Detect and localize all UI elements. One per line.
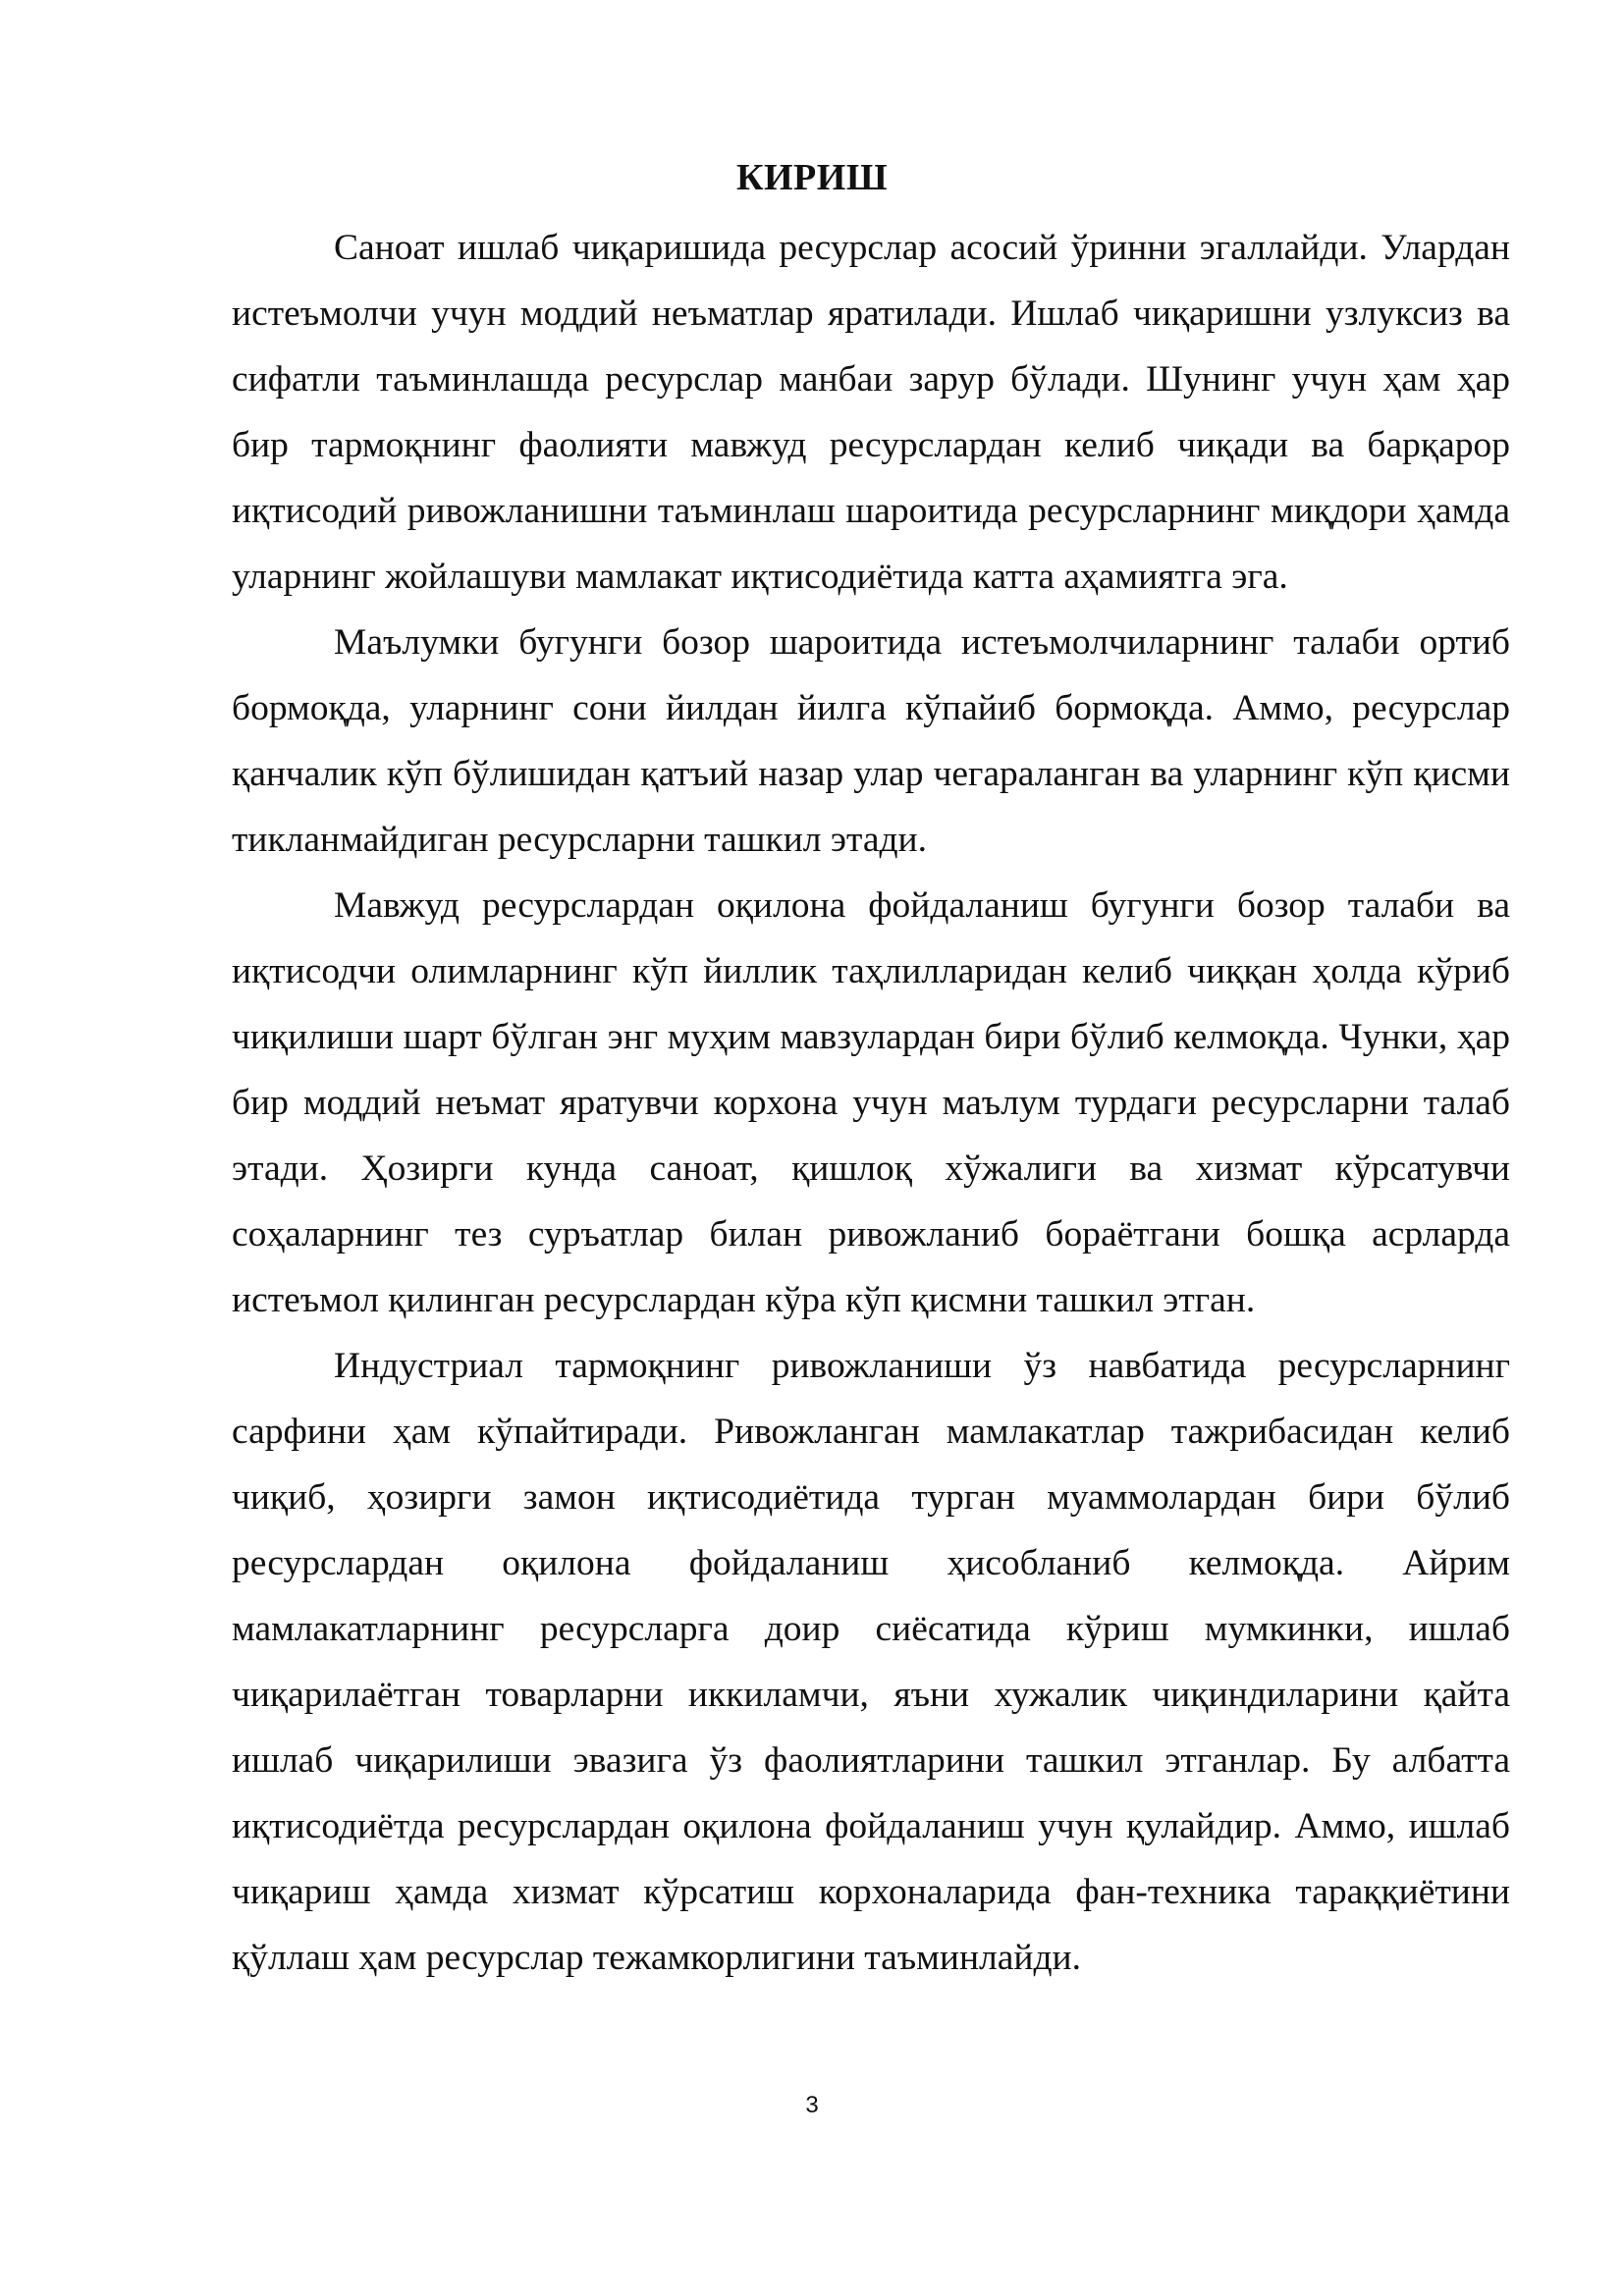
- paragraph-1: Саноат ишлаб чиқаришида ресурслар асосий ўринни эгаллайди. Улардан истеъмолчи учун моддий неъматлар яратилади. Ишлаб чиқаришни узлуксиз ва сифатли таъминлашда ресурслар манбаи зарур бўлади. Шунинг учун ҳам ҳар бир тармоқнинг фаолияти мавжуд ресурслардан келиб чиқади ва барқарор иқтисодий ривожланишни таъминлаш шароитида ресурсларнинг миқдори ҳамда уларнинг жойлашуви мамлакат иқтисодиётида катта аҳамиятга эга.: [232, 228, 1510, 597]
- paragraph-4: Индустриал тармоқнинг ривожланиши ўз навбатида ресурсларнинг сарфини ҳам кўпайтиради. Ривожланган мамлакатлар тажрибасидан келиб чиқиб, ҳозирги замон иқтисодиётида турган муаммолардан бири бўлиб ресурслардан оқилона фойдаланиш ҳисобланиб келмоқда. Айрим мамлакатларнинг ресурсларга доир сиёсатида кўриш мумкинки, ишлаб чиқарилаётган товарларни иккиламчи, яъни хужалик чиқиндиларини қайта ишлаб чиқарилиши эвазига ўз фаолиятларини ташкил этганлар. Бу албатта иқтисодиётда ресурслардан оқилона фойдаланиш учун қулайдир. Аммо, ишлаб чиқариш ҳамда хизмат кўрсатиш корхоналарида фан-техника тараққиётини қўллаш ҳам ресурслар тежамкорлигини таъминлайди.: [232, 1346, 1510, 1978]
- section-title: КИРИШ: [735, 157, 889, 198]
- page-number: 3: [805, 2092, 819, 2118]
- paragraph-3: Мавжуд ресурслардан оқилона фойдаланиш бугунги бозор талаби ва иқтисодчи олимларнинг кўп йиллик таҳлилларидан келиб чиққан ҳолда кўриб чиқилиши шарт бўлган энг муҳим мавзулардан бири бўлиб келмоқда. Чунки, ҳар бир моддий неъмат яратувчи корхона учун маълум турдаги ресурсларни талаб этади. Ҳозирги кунда саноат, қишлоқ хўжалиги ва хизмат кўрсатувчи соҳаларнинг тез суръатлар билан ривожланиб бораётгани бошқа асрларда истеъмол қилинган ресурслардан кўра кўп қисмни ташкил этган.: [232, 885, 1510, 1320]
- paragraph-2: Маълумки бугунги бозор шароитида истеъмолчиларнинг талаби ортиб бормоқда, уларнинг сони йилдан йилга кўпайиб бормоқда. Аммо, ресурслар қанчалик кўп бўлишидан қатъий назар улар чегараланган ва уларнинг кўп қисми тикланмайдиган ресурсларни ташкил этади.: [232, 622, 1510, 860]
- document-body: [232, 215, 1510, 1991]
